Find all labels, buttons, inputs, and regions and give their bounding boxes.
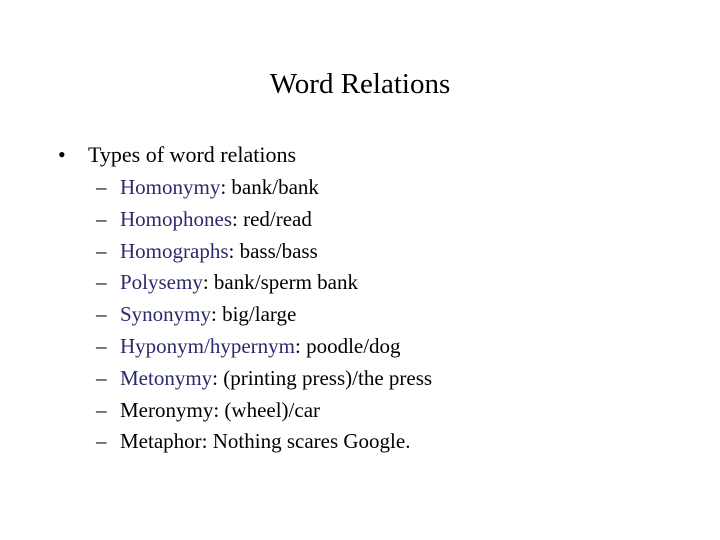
example: : bank/bank	[220, 175, 319, 199]
dash-icon: –	[96, 206, 107, 231]
dash-icon: –	[96, 270, 107, 295]
term: Synonymy	[120, 302, 212, 327]
example: : (printing press)/the press	[212, 365, 433, 390]
list-item-hyponym	[96, 331, 432, 363]
dash-icon: –	[96, 397, 107, 422]
term: Homonymy	[120, 175, 221, 199]
example: : bank/sperm bank	[202, 270, 358, 295]
example: : bass/bass	[228, 238, 318, 263]
example: : (wheel)/car	[213, 397, 321, 422]
main-bullet-text: Types of word relations	[88, 142, 297, 167]
dash-icon: –	[96, 429, 107, 454]
example: : big/large	[211, 302, 297, 327]
dash-icon: –	[96, 302, 107, 327]
list-item-metonymy	[96, 363, 432, 395]
example: : red/read	[232, 206, 312, 231]
list-item-homonymy	[96, 172, 432, 204]
dash-icon: –	[96, 175, 107, 199]
term: Polysemy	[120, 270, 203, 295]
term: Hyponym/hypernym	[120, 333, 295, 358]
list-item-metaphor	[96, 426, 432, 458]
list-item-meronymy	[96, 395, 432, 427]
term: Metonymy	[120, 365, 213, 390]
term: Meronymy	[120, 397, 214, 422]
list-item-homophones	[96, 204, 432, 236]
bullet-icon: •	[58, 142, 66, 167]
list-item-homographs	[96, 236, 432, 268]
term: Metaphor	[120, 429, 202, 454]
example: : Nothing scares Google.	[201, 429, 411, 454]
slide-title: Word Relations	[269, 68, 451, 100]
relations-list	[96, 172, 432, 458]
term: Homophones	[120, 206, 232, 231]
dash-icon: –	[96, 365, 107, 390]
example: : poodle/dog	[294, 333, 401, 358]
list-item-synonymy	[96, 299, 432, 331]
dash-icon: –	[96, 238, 107, 263]
dash-icon: –	[96, 333, 107, 358]
list-item-polysemy	[96, 267, 432, 299]
main-bullet	[58, 140, 296, 170]
term: Homographs	[120, 238, 229, 263]
